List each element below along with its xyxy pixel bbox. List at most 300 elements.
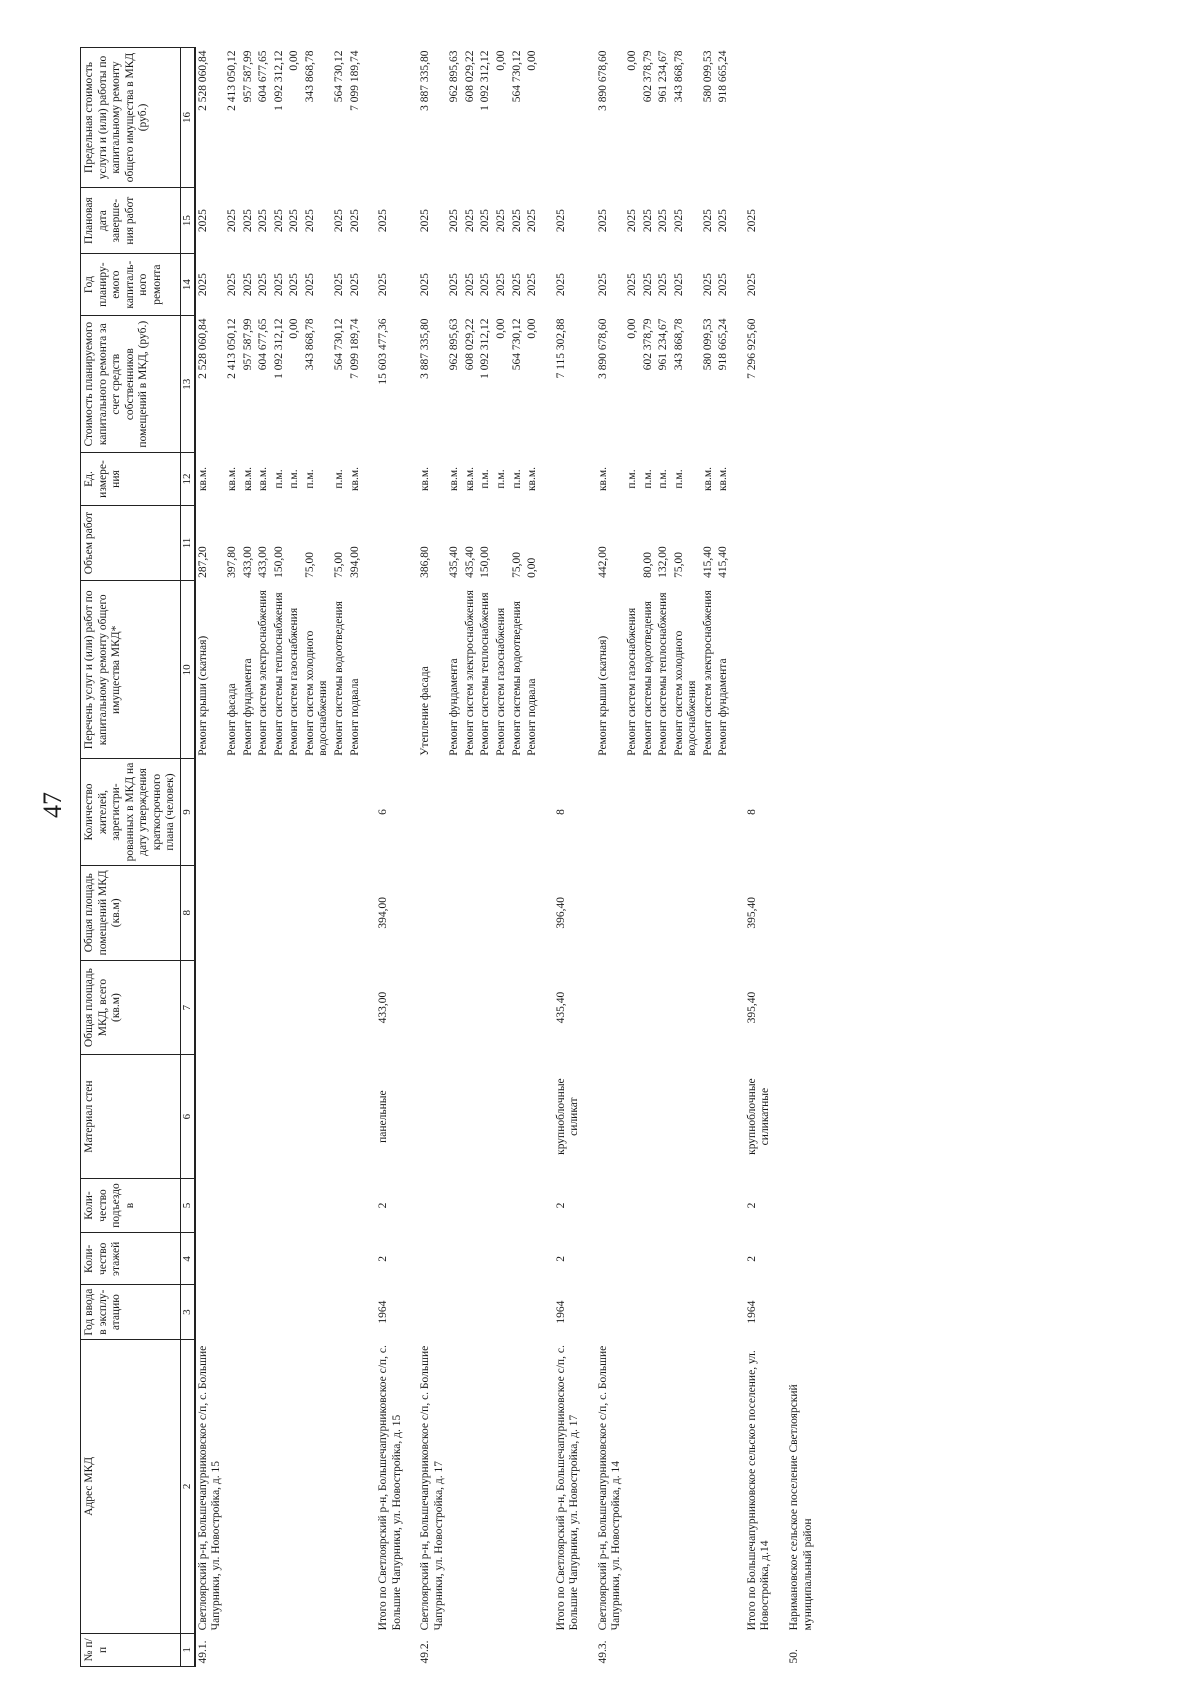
work-type-cell: Ремонт системы теплоснабжения bbox=[479, 592, 492, 756]
work-volume-cell bbox=[732, 505, 787, 581]
row-number bbox=[478, 1633, 494, 1666]
end-date-cell: 2025 bbox=[672, 209, 685, 233]
wall-material-cell bbox=[241, 1055, 257, 1178]
header-cell: Коли-чество подъездо в bbox=[81, 1178, 181, 1233]
residents-cell: 8 bbox=[745, 809, 758, 815]
rooms-area-cell bbox=[656, 865, 672, 960]
end-date-cell: 2025 bbox=[257, 209, 270, 233]
row-number bbox=[287, 1633, 303, 1666]
unit-cell: кв.м. bbox=[701, 466, 714, 492]
page-number: 47 bbox=[38, 792, 67, 818]
cost-cell: 0,00 bbox=[288, 318, 301, 339]
work-volume-cell bbox=[287, 505, 303, 581]
row-number bbox=[256, 1633, 272, 1666]
row-number bbox=[541, 1633, 596, 1666]
unit-cell: кв.м. bbox=[526, 466, 539, 492]
wall-material-cell bbox=[418, 1055, 447, 1178]
plan-year-cell: 2025 bbox=[479, 273, 492, 297]
unit-cell: п.м. bbox=[625, 469, 638, 489]
wall-material-cell bbox=[256, 1055, 272, 1178]
plan-year-cell: 2025 bbox=[625, 273, 638, 297]
work-volume-cell bbox=[625, 505, 641, 581]
address-cell: Итого по Большечапурниковское сельское поселение, ул. Новостройка, д.14 bbox=[745, 1350, 772, 1631]
rooms-area-cell bbox=[525, 865, 541, 960]
cost-cell: 564 730,12 bbox=[510, 318, 523, 371]
residents-cell bbox=[641, 759, 657, 866]
residents-cell bbox=[463, 759, 479, 866]
column-number: 11 bbox=[180, 505, 194, 581]
end-date-cell: 2025 bbox=[448, 209, 461, 233]
commission-year-cell bbox=[195, 1285, 225, 1340]
limit-cost-cell bbox=[541, 48, 596, 188]
total-area-cell bbox=[272, 960, 288, 1055]
header-cell: Объем работ bbox=[81, 505, 181, 581]
work-type-cell: Ремонт системы водоотведения bbox=[332, 601, 345, 756]
floors-cell bbox=[716, 1233, 732, 1285]
floors-cell bbox=[225, 1233, 241, 1285]
work-volume-cell: 75,00 bbox=[672, 552, 685, 578]
entrances-cell bbox=[348, 1178, 364, 1233]
commission-year-cell bbox=[525, 1285, 541, 1340]
floors-cell bbox=[332, 1233, 348, 1285]
row-number bbox=[494, 1633, 510, 1666]
entrances-cell bbox=[625, 1178, 641, 1233]
row-number bbox=[303, 1633, 332, 1666]
limit-cost-cell: 961 234,67 bbox=[657, 50, 670, 103]
wall-material-cell bbox=[672, 1055, 701, 1178]
address-cell bbox=[478, 1339, 494, 1633]
rooms-area-cell bbox=[494, 865, 510, 960]
address-cell: Светлоярский р-н, Большечапурниковское с/п, с. Большие Чапурники, ул. Новостройка, д. 17 bbox=[419, 1345, 445, 1631]
rooms-area-cell bbox=[287, 865, 303, 960]
work-type-cell: Ремонт системы теплоснабжения bbox=[272, 592, 285, 756]
commission-year-cell: 1964 bbox=[745, 1300, 758, 1324]
total-area-cell bbox=[303, 960, 332, 1055]
residents-cell bbox=[332, 759, 348, 866]
total-area-cell bbox=[418, 960, 447, 1055]
total-area-cell: 435,40 bbox=[554, 991, 567, 1024]
work-type-cell bbox=[363, 581, 418, 759]
address-cell bbox=[332, 1339, 348, 1633]
table-row bbox=[478, 48, 494, 1667]
rooms-area-cell bbox=[716, 865, 732, 960]
address-cell bbox=[256, 1339, 272, 1633]
plan-year-cell: 2025 bbox=[495, 273, 508, 297]
header-cell: Общая площадь помещений МКД (кв.м) bbox=[81, 865, 181, 960]
total-area-cell bbox=[463, 960, 479, 1055]
table-row bbox=[303, 48, 332, 1667]
unit-cell: кв.м. bbox=[196, 466, 209, 492]
end-date-cell: 2025 bbox=[332, 209, 345, 233]
limit-cost-cell: 564 730,12 bbox=[510, 50, 523, 103]
limit-cost-cell: 343 868,78 bbox=[672, 50, 685, 103]
cost-cell: 962 895,63 bbox=[448, 318, 461, 371]
entrances-cell bbox=[494, 1178, 510, 1233]
rooms-area-cell bbox=[701, 865, 717, 960]
column-number: 13 bbox=[180, 315, 194, 452]
work-type-cell: Ремонт систем газоснабжения bbox=[495, 607, 508, 756]
wall-material-cell bbox=[195, 1055, 225, 1178]
residents-cell bbox=[225, 759, 241, 866]
document-sheet bbox=[80, 47, 1130, 1667]
address-cell: Светлоярский р-н, Большечапурниковское с/п, с. Большие Чапурники, ул. Новостройка, д. 15 bbox=[196, 1345, 223, 1631]
work-volume-cell: 433,00 bbox=[241, 546, 254, 578]
cost-cell: 2 528 060,84 bbox=[196, 318, 209, 379]
total-area-cell bbox=[256, 960, 272, 1055]
row-number bbox=[732, 1633, 787, 1666]
wall-material-cell bbox=[716, 1055, 732, 1178]
plan-year-cell: 2025 bbox=[510, 273, 523, 297]
header-cell: Адрес МКД bbox=[81, 1339, 181, 1633]
header-cell: Перечень услуг и (или) работ по капитальному ремонту общего имущества МКД* bbox=[81, 581, 181, 759]
total-area-cell bbox=[672, 960, 701, 1055]
column-number: 7 bbox=[180, 960, 194, 1055]
limit-cost-cell: 608 029,22 bbox=[463, 50, 476, 103]
table-row bbox=[625, 48, 641, 1667]
plan-year-cell: 2025 bbox=[241, 273, 254, 297]
work-volume-cell bbox=[787, 505, 816, 581]
limit-cost-cell: 2 528 060,84 bbox=[196, 50, 209, 111]
row-number bbox=[672, 1633, 701, 1666]
plan-year-cell: 2025 bbox=[596, 273, 609, 297]
address-cell bbox=[656, 1339, 672, 1633]
floors-cell bbox=[478, 1233, 494, 1285]
wall-material-cell bbox=[287, 1055, 303, 1178]
total-area-cell: 395,40 bbox=[745, 991, 758, 1024]
limit-cost-cell bbox=[363, 48, 418, 188]
unit-cell: кв.м. bbox=[596, 466, 609, 492]
work-type-cell: Ремонт систем холодного водоснабжения bbox=[672, 630, 699, 756]
entrances-cell bbox=[510, 1178, 526, 1233]
header-cell: Количество жителей, зарегистри-рованных в МКД на дату утверждения краткосрочного плана (человек) bbox=[81, 759, 181, 866]
cost-cell: 7 296 925,60 bbox=[745, 318, 758, 379]
entrances-cell bbox=[716, 1178, 732, 1233]
work-volume-cell: 75,00 bbox=[303, 552, 316, 578]
unit-cell: кв.м. bbox=[419, 466, 432, 492]
header-cell: Предельная стоимость услуги и (или) работы по капитальному ремонту общего имущества в МКД (руб.) bbox=[81, 48, 181, 188]
row-number bbox=[225, 1633, 241, 1666]
cost-cell: 608 029,22 bbox=[463, 318, 476, 371]
limit-cost-cell: 957 587,99 bbox=[241, 50, 254, 103]
capital-repair-table bbox=[80, 47, 816, 1667]
limit-cost-cell: 3 890 678,60 bbox=[596, 50, 609, 111]
table-row bbox=[241, 48, 257, 1667]
work-volume-cell: 386,80 bbox=[419, 546, 432, 578]
address-cell bbox=[716, 1339, 732, 1633]
commission-year-cell bbox=[241, 1285, 257, 1340]
total-row bbox=[363, 48, 418, 1667]
entrances-cell bbox=[463, 1178, 479, 1233]
unit-cell bbox=[787, 453, 816, 505]
entrances-cell: 2 bbox=[377, 1202, 390, 1209]
end-date-cell: 2025 bbox=[495, 209, 508, 233]
entrances-cell bbox=[418, 1178, 447, 1233]
cost-cell: 0,00 bbox=[495, 318, 508, 339]
residents-cell bbox=[287, 759, 303, 866]
address-cell bbox=[272, 1339, 288, 1633]
plan-year-cell: 2025 bbox=[657, 273, 670, 297]
residents-cell bbox=[787, 759, 816, 866]
table-row bbox=[494, 48, 510, 1667]
work-type-cell: Утепление фасада bbox=[419, 666, 432, 756]
end-date-cell: 2025 bbox=[348, 209, 361, 233]
cost-cell: 2 413 050,12 bbox=[226, 318, 239, 379]
work-volume-cell: 415,40 bbox=[717, 546, 730, 578]
table-row bbox=[225, 48, 241, 1667]
work-volume-cell: 394,00 bbox=[348, 546, 361, 578]
plan-year-cell: 2025 bbox=[196, 273, 209, 297]
column-number: 16 bbox=[180, 48, 194, 188]
table-row bbox=[672, 48, 701, 1667]
wall-material-cell bbox=[478, 1055, 494, 1178]
wall-material-cell bbox=[225, 1055, 241, 1178]
table-row bbox=[348, 48, 364, 1667]
total-area-cell: 433,00 bbox=[377, 991, 390, 1024]
entrances-cell bbox=[447, 1178, 463, 1233]
residents-cell bbox=[716, 759, 732, 866]
plan-year-cell: 2025 bbox=[303, 273, 316, 297]
row-number bbox=[625, 1633, 641, 1666]
end-date-cell: 2025 bbox=[625, 209, 638, 233]
rooms-area-cell bbox=[447, 865, 463, 960]
unit-cell bbox=[541, 453, 596, 505]
rooms-area-cell bbox=[225, 865, 241, 960]
rooms-area-cell bbox=[672, 865, 701, 960]
rooms-area-cell bbox=[478, 865, 494, 960]
floors-cell bbox=[447, 1233, 463, 1285]
column-number: 4 bbox=[180, 1233, 194, 1285]
end-date-cell: 2025 bbox=[303, 209, 316, 233]
work-type-cell: Ремонт системы водоотведения bbox=[641, 601, 654, 756]
work-volume-cell bbox=[494, 505, 510, 581]
entrances-cell bbox=[225, 1178, 241, 1233]
floors-cell: 2 bbox=[745, 1255, 758, 1262]
wall-material-cell bbox=[463, 1055, 479, 1178]
rooms-area-cell: 395,40 bbox=[745, 896, 758, 929]
floors-cell bbox=[656, 1233, 672, 1285]
commission-year-cell bbox=[478, 1285, 494, 1340]
row-number: 49.2. bbox=[419, 1640, 432, 1664]
floors-cell bbox=[525, 1233, 541, 1285]
end-date-cell: 2025 bbox=[226, 209, 239, 233]
plan-year-cell: 2025 bbox=[226, 273, 239, 297]
limit-cost-cell: 0,00 bbox=[288, 50, 301, 71]
address-cell bbox=[641, 1339, 657, 1633]
commission-year-cell bbox=[303, 1285, 332, 1340]
end-date-cell: 2025 bbox=[596, 209, 609, 233]
floors-cell bbox=[701, 1233, 717, 1285]
end-date-cell: 2025 bbox=[419, 209, 432, 233]
work-type-cell: Ремонт систем электроснабжения bbox=[701, 590, 714, 756]
work-type-cell: Ремонт систем холодного водоснабжения bbox=[303, 630, 330, 756]
floors-cell bbox=[787, 1233, 816, 1285]
plan-year-cell: 2025 bbox=[377, 273, 390, 297]
floors-cell bbox=[625, 1233, 641, 1285]
cost-cell: 961 234,67 bbox=[657, 318, 670, 371]
wall-material-cell bbox=[494, 1055, 510, 1178]
header-cell: Коли-чество этажей bbox=[81, 1233, 181, 1285]
row-number bbox=[332, 1633, 348, 1666]
address-cell: Наримановское сельское поселение Светлоярский муниципальный район bbox=[788, 1384, 814, 1631]
limit-cost-cell: 343 868,78 bbox=[303, 50, 316, 103]
unit-cell: кв.м. bbox=[463, 466, 476, 492]
wall-material-cell bbox=[525, 1055, 541, 1178]
entrances-cell bbox=[656, 1178, 672, 1233]
address-cell bbox=[241, 1339, 257, 1633]
entrances-cell bbox=[596, 1178, 625, 1233]
wall-material-cell bbox=[641, 1055, 657, 1178]
row-number bbox=[363, 1633, 418, 1666]
cost-cell: 580 099,53 bbox=[701, 318, 714, 371]
commission-year-cell bbox=[641, 1285, 657, 1340]
address-cell bbox=[303, 1339, 332, 1633]
wall-material-cell bbox=[787, 1055, 816, 1178]
residents-cell bbox=[494, 759, 510, 866]
commission-year-cell bbox=[510, 1285, 526, 1340]
commission-year-cell bbox=[716, 1285, 732, 1340]
total-area-cell bbox=[241, 960, 257, 1055]
address-cell bbox=[463, 1339, 479, 1633]
residents-cell bbox=[478, 759, 494, 866]
address-cell bbox=[525, 1339, 541, 1633]
work-volume-cell: 75,00 bbox=[510, 552, 523, 578]
plan-year-cell: 2025 bbox=[672, 273, 685, 297]
entrances-cell bbox=[195, 1178, 225, 1233]
end-date-cell: 2025 bbox=[526, 209, 539, 233]
wall-material-cell bbox=[272, 1055, 288, 1178]
work-type-cell: Ремонт подвала bbox=[348, 678, 361, 756]
residents-cell bbox=[525, 759, 541, 866]
unit-cell: кв.м. bbox=[226, 466, 239, 492]
cost-cell: 343 868,78 bbox=[672, 318, 685, 371]
work-type-cell: Ремонт фасада bbox=[226, 683, 239, 756]
floors-cell bbox=[195, 1233, 225, 1285]
work-volume-cell: 435,40 bbox=[448, 546, 461, 578]
limit-cost-cell: 604 677,65 bbox=[257, 50, 270, 103]
commission-year-cell bbox=[625, 1285, 641, 1340]
work-volume-cell: 442,00 bbox=[596, 546, 609, 578]
work-type-cell: Ремонт подвала bbox=[526, 678, 539, 756]
end-date-cell: 2025 bbox=[554, 209, 567, 233]
unit-cell: п.м. bbox=[510, 469, 523, 489]
plan-year-cell: 2025 bbox=[348, 273, 361, 297]
unit-cell: п.м. bbox=[479, 469, 492, 489]
table-row bbox=[256, 48, 272, 1667]
work-volume-cell: 287,20 bbox=[196, 546, 209, 578]
entrances-cell bbox=[332, 1178, 348, 1233]
end-date-cell: 2025 bbox=[288, 209, 301, 233]
unit-cell: кв.м. bbox=[348, 466, 361, 492]
column-number: 2 bbox=[180, 1339, 194, 1633]
end-date-cell: 2025 bbox=[701, 209, 714, 233]
floors-cell: 2 bbox=[377, 1255, 390, 1262]
unit-cell: кв.м. bbox=[241, 466, 254, 492]
header-row bbox=[81, 48, 181, 1667]
plan-year-cell: 2025 bbox=[272, 273, 285, 297]
unit-cell: п.м. bbox=[672, 469, 685, 489]
row-number bbox=[447, 1633, 463, 1666]
end-date-cell: 2025 bbox=[241, 209, 254, 233]
address-cell: Итого по Светлоярский р-н, Большечапурниковское с/п, с. Большие Чапурники, ул. Новостройка, д. 15 bbox=[377, 1345, 403, 1631]
limit-cost-cell: 602 378,79 bbox=[641, 50, 654, 103]
residents-cell bbox=[303, 759, 332, 866]
limit-cost-cell: 7 099 189,74 bbox=[348, 50, 361, 111]
work-volume-cell: 132,00 bbox=[657, 546, 670, 578]
floors-cell bbox=[510, 1233, 526, 1285]
table-row bbox=[716, 48, 732, 1667]
row-number bbox=[716, 1633, 732, 1666]
rooms-area-cell: 394,00 bbox=[377, 896, 390, 929]
limit-cost-cell: 580 099,53 bbox=[701, 50, 714, 103]
column-number: 1 bbox=[180, 1633, 194, 1666]
work-volume-cell: 435,40 bbox=[463, 546, 476, 578]
work-volume-cell: 415,40 bbox=[701, 546, 714, 578]
end-date-cell: 2025 bbox=[657, 209, 670, 233]
limit-cost-cell: 918 665,24 bbox=[717, 50, 730, 103]
wall-material-cell: панельные bbox=[377, 1090, 390, 1143]
total-area-cell bbox=[787, 960, 816, 1055]
work-type-cell: Ремонт систем газоснабжения bbox=[625, 607, 638, 756]
column-number: 9 bbox=[180, 759, 194, 866]
end-date-cell: 2025 bbox=[641, 209, 654, 233]
total-area-cell bbox=[195, 960, 225, 1055]
address-cell bbox=[447, 1339, 463, 1633]
floors-cell bbox=[303, 1233, 332, 1285]
total-area-cell bbox=[348, 960, 364, 1055]
column-number-row bbox=[180, 48, 194, 1667]
cost-cell: 602 378,79 bbox=[641, 318, 654, 371]
table-row bbox=[525, 48, 541, 1667]
limit-cost-cell: 0,00 bbox=[625, 50, 638, 71]
rooms-area-cell bbox=[463, 865, 479, 960]
commission-year-cell bbox=[494, 1285, 510, 1340]
work-volume-cell bbox=[363, 505, 418, 581]
wall-material-cell bbox=[656, 1055, 672, 1178]
residents-cell bbox=[510, 759, 526, 866]
cost-cell: 3 887 335,80 bbox=[419, 318, 432, 379]
header-cell: Стоимость планируемого капитального ремонта за счет средств собственников помещений в МКД, (руб.) bbox=[81, 315, 181, 452]
work-type-cell: Ремонт систем электроснабжения bbox=[463, 590, 476, 756]
wall-material-cell bbox=[348, 1055, 364, 1178]
residents-cell: 8 bbox=[554, 809, 567, 815]
row-number bbox=[463, 1633, 479, 1666]
rooms-area-cell bbox=[332, 865, 348, 960]
rooms-area-cell bbox=[625, 865, 641, 960]
rooms-area-cell bbox=[241, 865, 257, 960]
cost-cell: 1 092 312,12 bbox=[272, 318, 285, 379]
wall-material-cell: крупноблочные силикат bbox=[554, 1078, 581, 1155]
cost-cell: 7 115 302,88 bbox=[554, 318, 567, 379]
cost-cell: 7 099 189,74 bbox=[348, 318, 361, 379]
unit-cell: кв.м. bbox=[717, 466, 730, 492]
residents-cell bbox=[418, 759, 447, 866]
plan-year-cell: 2025 bbox=[641, 273, 654, 297]
entrances-cell bbox=[303, 1178, 332, 1233]
row-number bbox=[641, 1633, 657, 1666]
floors-cell bbox=[418, 1233, 447, 1285]
limit-cost-cell: 0,00 bbox=[495, 50, 508, 71]
row-number: 50. bbox=[788, 1649, 801, 1664]
address-cell: Светлоярский р-н, Большечапурниковское с/п, с. Большие Чапурники, ул. Новостройка, д. 14 bbox=[596, 1345, 623, 1631]
work-type-cell: Ремонт систем электроснабжения bbox=[257, 590, 270, 756]
rooms-area-cell bbox=[272, 865, 288, 960]
limit-cost-cell bbox=[787, 48, 816, 188]
commission-year-cell bbox=[256, 1285, 272, 1340]
residents-cell bbox=[596, 759, 625, 866]
limit-cost-cell bbox=[732, 48, 787, 188]
rooms-area-cell: 396,40 bbox=[554, 896, 567, 929]
residents-cell bbox=[348, 759, 364, 866]
